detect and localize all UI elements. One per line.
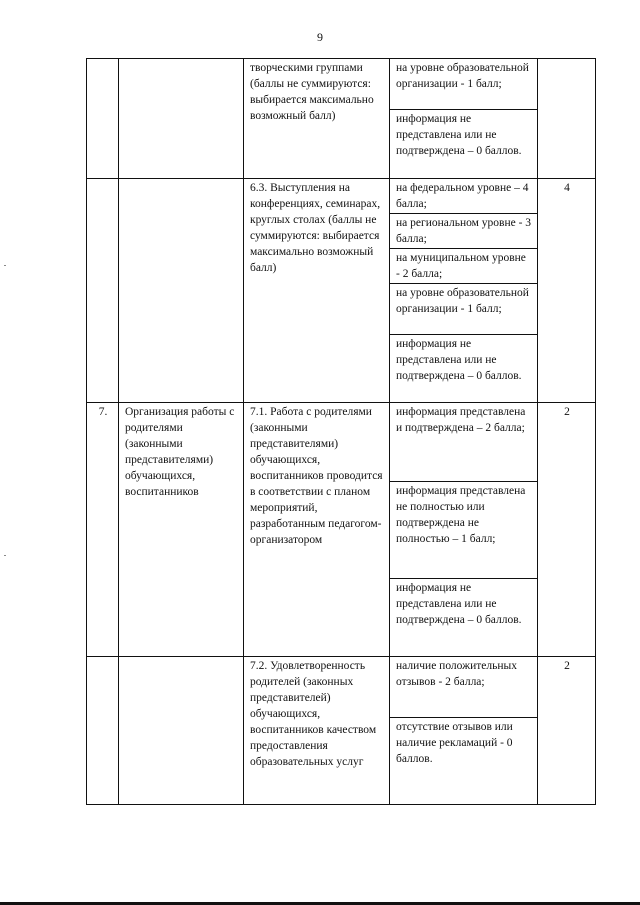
max-score-cell [538, 59, 596, 179]
score-options-cell [390, 59, 538, 179]
score-option: отсутствие отзывов или наличие рекламаций - 0 баллов. [396, 721, 513, 765]
indicator-cell: 6.3. Выступления на конференциях, семинарах, круглых столах (баллы не суммируются: выбирается максимально возможный балл) [244, 179, 390, 403]
score-option: информация не представлена или не подтверждена – 0 баллов. [396, 113, 522, 157]
row-number: 7. [87, 403, 119, 657]
score-option: информация не представлена или не подтверждена – 0 баллов. [396, 338, 522, 382]
table-row [87, 403, 596, 657]
score-option: информация не представлена или не подтверждена – 0 баллов. [396, 582, 522, 626]
score-options-cell [390, 179, 538, 403]
max-score-cell: 4 [538, 179, 596, 403]
row-number [87, 59, 119, 179]
criterion-cell: Организация работы с родителями (законными представителями) обучающихся, воспитанников [119, 403, 244, 657]
page-number: 9 [317, 30, 323, 44]
table-row [87, 59, 596, 179]
row-number [87, 179, 119, 403]
criterion-cell [119, 657, 244, 805]
table-row [87, 657, 596, 805]
score-option: информация представлена не полностью или подтверждена не полностью – 1 балл; [390, 482, 537, 579]
indicator-cell: творческими группами (баллы не суммируются: выбирается максимально возможный балл) [244, 59, 390, 179]
criteria-table [86, 58, 596, 805]
score-option: на уровне образовательной организации - 1 балл; [390, 59, 537, 110]
score-options-cell [390, 403, 538, 657]
score-options-cell [390, 657, 538, 805]
scan-mark [4, 265, 6, 266]
indicator-cell: 7.2. Удовлетворенность родителей (законных представителей) обучающихся, воспитанников качеством предоставления образовательных услуг [244, 657, 390, 805]
table-row [87, 179, 596, 403]
indicator-cell: 7.1. Работа с родителями (законными представителями) обучающихся, воспитанников проводится в соответствии с планом мероприятий, разработанным педагогом-организатором [244, 403, 390, 657]
max-score-cell: 2 [538, 403, 596, 657]
row-number [87, 657, 119, 805]
score-option: на уровне образовательной организации - 1 балл; [390, 284, 537, 335]
max-score-cell: 2 [538, 657, 596, 805]
score-option: на муниципальном уровне - 2 балла; [390, 249, 537, 284]
criterion-cell [119, 59, 244, 179]
score-option: на региональном уровне - 3 балла; [390, 214, 537, 249]
score-option: наличие положительных отзывов - 2 балла; [390, 657, 537, 718]
score-option: на федеральном уровне – 4 балла; [390, 179, 537, 214]
criterion-cell [119, 179, 244, 403]
score-option: информация представлена и подтверждена – 2 балла; [390, 403, 537, 482]
scan-mark [4, 555, 6, 556]
